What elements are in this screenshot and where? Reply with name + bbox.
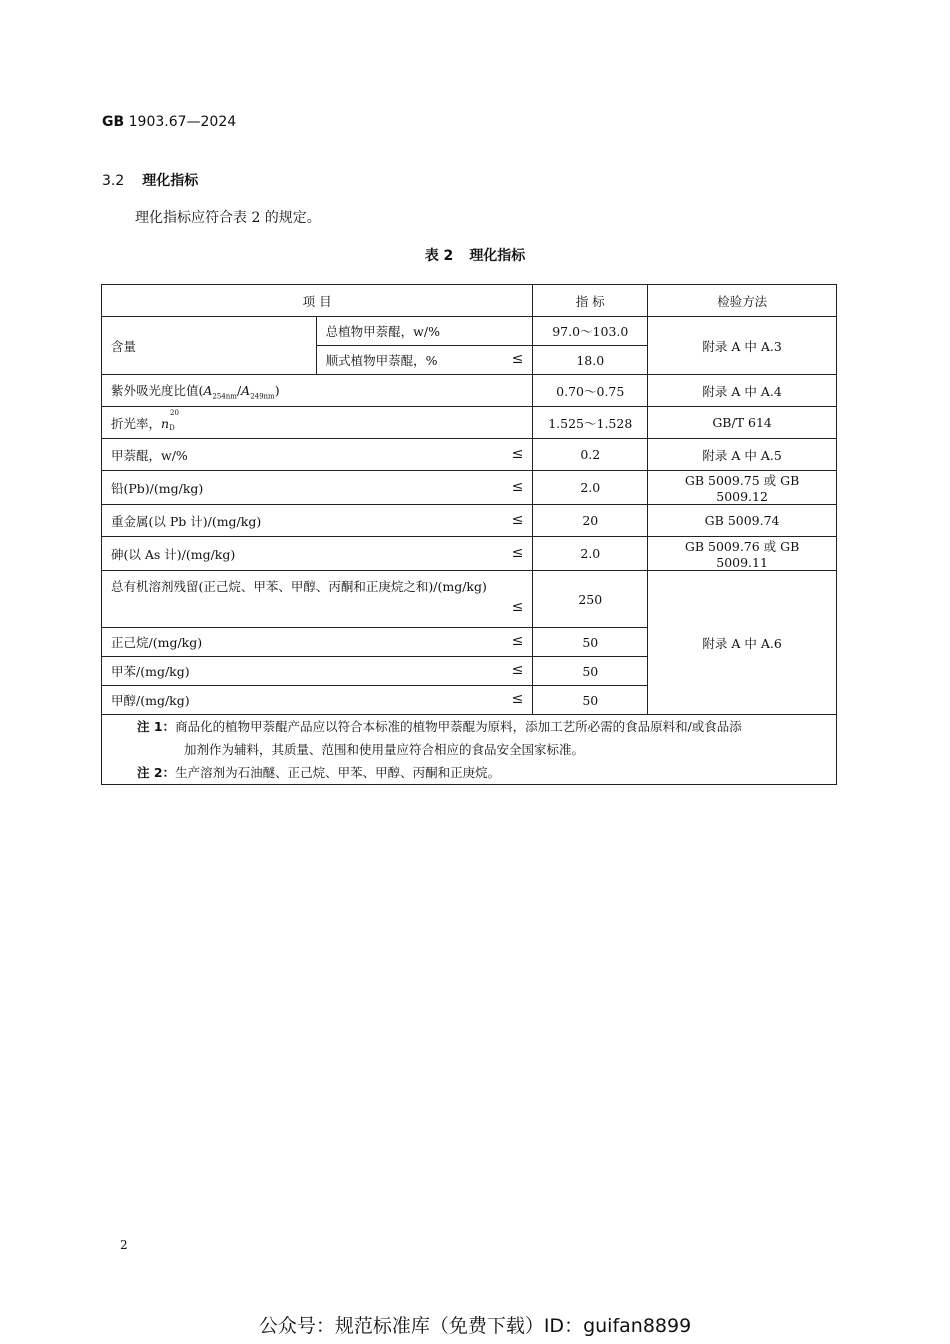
methanol-label: 甲醇/(mg/kg) xyxy=(111,693,190,708)
section-number: 3.2 xyxy=(102,173,125,189)
refraction-line: D xyxy=(169,423,175,432)
le-symbol: ≤ xyxy=(511,478,524,495)
methanol-cell xyxy=(102,686,533,715)
table-row xyxy=(102,375,837,407)
section-title: 理化指标 xyxy=(142,173,199,189)
refraction-label-text: 折光率， xyxy=(111,415,162,431)
arsenic-method: GB 5009.76 或 GB 5009.11 xyxy=(648,537,837,571)
refraction-temp: 20 xyxy=(170,408,179,417)
le-symbol: ≤ xyxy=(511,662,524,678)
methanol-value: 50 xyxy=(533,686,648,715)
table-caption xyxy=(0,245,950,265)
table-notes xyxy=(102,715,837,785)
header-method: 检验方法 xyxy=(648,285,837,317)
table-caption-title: 理化指标 xyxy=(469,248,526,264)
note-1 xyxy=(111,715,827,738)
le-symbol: ≤ xyxy=(511,351,524,367)
le-symbol: ≤ xyxy=(511,633,524,649)
heavy-metal-value: 20 xyxy=(533,505,648,537)
hexane-value: 50 xyxy=(533,628,648,657)
refraction-method: GB/T 614 xyxy=(648,407,837,439)
table-row xyxy=(102,407,837,439)
lead-method: GB 5009.75 或 GB 5009.12 xyxy=(648,471,837,505)
le-symbol: ≤ xyxy=(511,511,524,528)
toluene-cell xyxy=(102,657,533,686)
arsenic-label: 砷(以 As 计)/(mg/kg) xyxy=(111,546,236,562)
menadione-label: 甲萘醌，w/% xyxy=(111,447,188,463)
page-number: 2 xyxy=(120,1238,128,1252)
table-notes-row xyxy=(102,715,837,785)
refraction-symbol xyxy=(161,408,179,432)
hexane-label: 正己烷/(mg/kg) xyxy=(111,635,203,650)
arsenic-value: 2.0 xyxy=(533,537,648,571)
heavy-metal-method: GB 5009.74 xyxy=(648,505,837,537)
content-sub2-cell xyxy=(316,346,533,375)
toluene-value: 50 xyxy=(533,657,648,686)
document-header xyxy=(102,114,236,130)
note-1-line-1: 商品化的植物甲萘醌产品应以符合本标准的植物甲萘醌为原料，添加工艺所必需的食品原料和/或食品添 xyxy=(175,719,742,734)
uv-a1: A xyxy=(203,382,213,398)
table-row xyxy=(102,471,837,505)
table-row xyxy=(102,317,837,346)
heavy-metal-label: 重金属(以 Pb 计)/(mg/kg) xyxy=(111,513,262,529)
le-symbol: ≤ xyxy=(511,445,524,462)
refraction-n: n xyxy=(161,415,170,431)
uv-value: 0.70～0.75 xyxy=(533,375,648,407)
le-symbol: ≤ xyxy=(511,544,524,561)
lead-value: 2.0 xyxy=(533,471,648,505)
section-heading xyxy=(102,170,198,190)
standard-number: 1903.67—2024 xyxy=(128,114,237,130)
content-sub1-value: 97.0～103.0 xyxy=(533,317,648,346)
table-row xyxy=(102,571,837,628)
content-sub1-label: 总植物甲萘醌，w/% xyxy=(316,317,533,346)
lead-label: 铅(Pb)/(mg/kg) xyxy=(111,480,204,496)
standard-code: GB xyxy=(102,114,125,130)
content-sub2-label: 顺式植物甲萘醌，% xyxy=(325,353,438,368)
note-1-line-2: 加剂作为辅料，其质量、范围和使用量应符合相应的食品安全国家标准。 xyxy=(184,742,585,757)
uv-label-suffix: ) xyxy=(274,382,280,398)
content-method: 附录 A 中 A.3 xyxy=(648,317,837,375)
table-row xyxy=(102,537,837,571)
menadione-method: 附录 A 中 A.5 xyxy=(648,439,837,471)
solvent-total-value: 250 xyxy=(533,571,648,628)
le-symbol: ≤ xyxy=(511,599,524,615)
uv-method: 附录 A 中 A.4 xyxy=(648,375,837,407)
note-2-label: 注 2： xyxy=(137,765,176,780)
uv-label-prefix: 紫外吸光度比值( xyxy=(111,382,204,398)
uv-wavelength-1: 254nm xyxy=(212,392,237,401)
menadione-cell xyxy=(102,439,533,471)
heavy-metal-cell xyxy=(102,505,533,537)
table-row xyxy=(102,439,837,471)
note-2-text: 生产溶剂为石油醚、正己烷、甲苯、甲醇、丙酮和正庚烷。 xyxy=(175,765,501,780)
table-row xyxy=(102,505,837,537)
header-index: 指 标 xyxy=(533,285,648,317)
uv-wavelength-2: 249nm xyxy=(250,392,275,401)
toluene-label: 甲苯/(mg/kg) xyxy=(111,664,190,679)
note-2 xyxy=(111,761,827,784)
solvent-total-cell xyxy=(102,571,533,628)
note-1-label: 注 1： xyxy=(137,719,176,734)
menadione-value: 0.2 xyxy=(533,439,648,471)
intro-text: 理化指标应符合表 2 的规定。 xyxy=(135,210,321,226)
uv-a2: A xyxy=(241,382,251,398)
solvent-method: 附录 A 中 A.6 xyxy=(648,571,837,715)
le-symbol: ≤ xyxy=(511,691,524,707)
header-item: 项 目 xyxy=(102,285,533,317)
content-label: 含量 xyxy=(102,317,317,375)
refraction-label xyxy=(102,407,533,439)
physicochemical-table xyxy=(101,284,837,785)
uv-label xyxy=(102,375,533,407)
refraction-value: 1.525～1.528 xyxy=(533,407,648,439)
table-header-row xyxy=(102,285,837,317)
uv-slash: / xyxy=(236,382,242,398)
content-sub2-value: 18.0 xyxy=(533,346,648,375)
solvent-total-label: 总有机溶剂残留(正己烷、甲苯、甲醇、丙酮和正庚烷之和)/(mg/kg) xyxy=(111,579,487,594)
table-caption-label: 表 2 xyxy=(424,248,454,264)
footer-watermark: 公众号：规范标准库（免费下载）ID：guifan8899 xyxy=(258,1315,692,1337)
arsenic-cell xyxy=(102,537,533,571)
hexane-cell xyxy=(102,628,533,657)
lead-cell xyxy=(102,471,533,505)
